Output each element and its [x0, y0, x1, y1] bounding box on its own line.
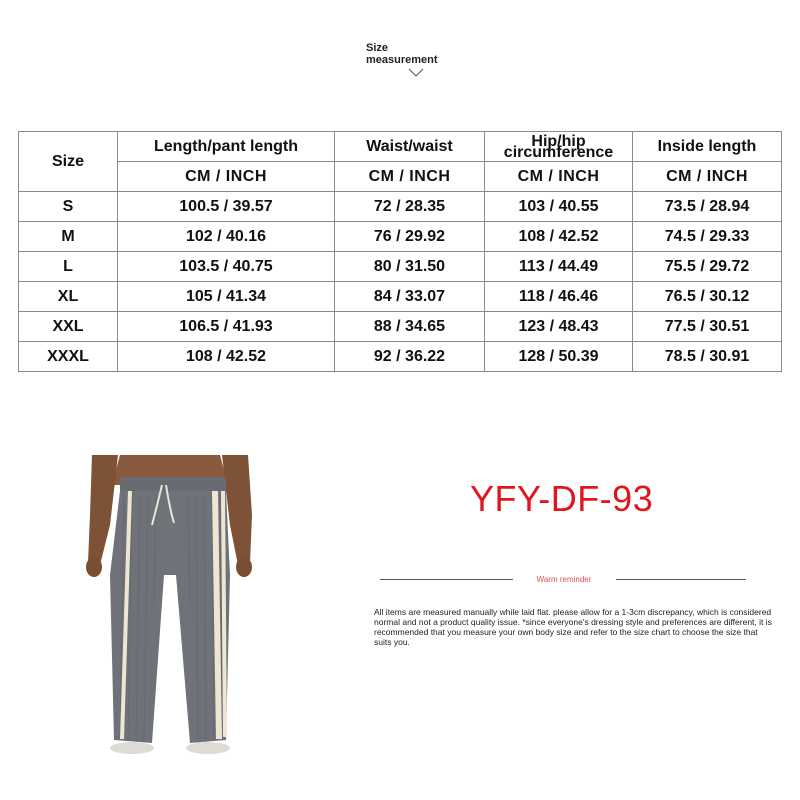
row-length: 102 / 40.16: [118, 222, 335, 252]
unit-length: CM / INCH: [118, 162, 335, 192]
row-hip: 108 / 42.52: [485, 222, 633, 252]
unit-inside-length: CM / INCH: [633, 162, 782, 192]
row-hip: 113 / 44.49: [485, 252, 633, 282]
row-waist: 72 / 28.35: [335, 192, 485, 222]
chevron-down-icon: [408, 68, 424, 78]
row-waist: 76 / 29.92: [335, 222, 485, 252]
row-size: XXXL: [19, 342, 118, 372]
row-length: 105 / 41.34: [118, 282, 335, 312]
row-hip: 103 / 40.55: [485, 192, 633, 222]
model-code: YFY-DF-93: [470, 478, 654, 519]
table-row: [19, 192, 782, 222]
row-length: 100.5 / 39.57: [118, 192, 335, 222]
size-chart-table: [18, 131, 782, 372]
table-header-row: [19, 132, 782, 162]
row-waist: 88 / 34.65: [335, 312, 485, 342]
row-hip: 123 / 48.43: [485, 312, 633, 342]
table-row: [19, 252, 782, 282]
header-length: Length/pant length: [118, 132, 335, 162]
row-inside-length: 73.5 / 28.94: [633, 192, 782, 222]
row-length: 103.5 / 40.75: [118, 252, 335, 282]
table-row: [19, 222, 782, 252]
product-pants-image: [80, 455, 260, 755]
row-inside-length: 78.5 / 30.91: [633, 342, 782, 372]
unit-hip: CM / INCH: [485, 162, 633, 192]
row-size: XXL: [19, 312, 118, 342]
row-inside-length: 77.5 / 30.51: [633, 312, 782, 342]
row-size: XL: [19, 282, 118, 312]
table-row: [19, 312, 782, 342]
reminder-divider-right: [616, 579, 746, 580]
row-inside-length: 76.5 / 30.12: [633, 282, 782, 312]
header-hip: Hip/hip circumference: [485, 132, 633, 162]
row-waist: 92 / 36.22: [335, 342, 485, 372]
size-measurement-line1: Size: [366, 42, 389, 54]
warm-reminder-text: All items are measured manually while laid flat. please allow for a 1-3cm discrepancy, which is considered normal and not a product quality issue. *since everyone's dressing style and preferences are different, it is recommended that you measure your own body size and refer to the size chart to choose the size that suits you.: [374, 607, 772, 647]
row-length: 108 / 42.52: [118, 342, 335, 372]
row-size: M: [19, 222, 118, 252]
row-inside-length: 75.5 / 29.72: [633, 252, 782, 282]
size-measurement-line2: measurement: [366, 54, 438, 66]
table-row: [19, 342, 782, 372]
row-length: 106.5 / 41.93: [118, 312, 335, 342]
row-size: L: [19, 252, 118, 282]
size-measurement-header: [366, 42, 476, 66]
row-waist: 80 / 31.50: [335, 252, 485, 282]
table-row: [19, 282, 782, 312]
header-size: Size: [19, 132, 118, 192]
unit-waist: CM / INCH: [335, 162, 485, 192]
header-inside-length: Inside length: [633, 132, 782, 162]
reminder-divider-left: [380, 579, 513, 580]
row-hip: 128 / 50.39: [485, 342, 633, 372]
row-hip: 118 / 46.46: [485, 282, 633, 312]
row-inside-length: 74.5 / 29.33: [633, 222, 782, 252]
row-size: S: [19, 192, 118, 222]
warm-reminder-title: Warm reminder: [536, 575, 592, 584]
table-unit-row: [19, 162, 782, 192]
row-waist: 84 / 33.07: [335, 282, 485, 312]
header-waist: Waist/waist: [335, 132, 485, 162]
